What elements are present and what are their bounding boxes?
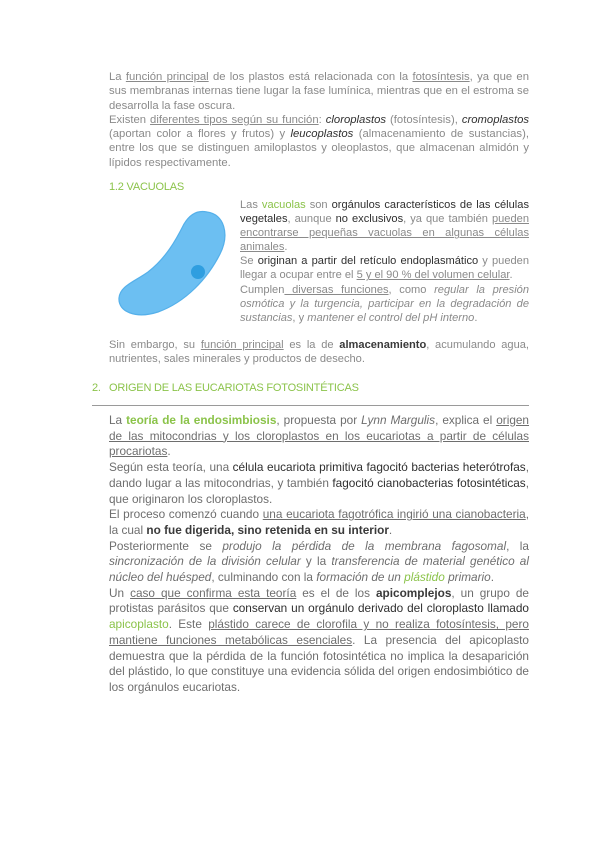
section-heading-vacuolas: 1.2 VACUOLAS (109, 181, 185, 193)
origen-paragraph-2: Según esta teoría, una célula eucariota primitiva fagocitó bacterias heterótrofas, dando lugar a las mitocondrias, y también fagocitó cianobacterias fotosintéticas, que originaron los cloroplastos. (109, 460, 529, 506)
section-number-2: 2. (92, 382, 101, 394)
origen-text (109, 413, 529, 696)
origen-paragraph-1: La teoría de la endosimbiosis, propuesta por Lynn Margulis, explica el origen de las mitocondrias y los cloroplastos en los eucariotas a partir de células procariotas. (109, 413, 529, 459)
vacuolas-paragraph-4: Sin embargo, su función principal es la de almacenamiento, acumulando agua, nutrientes, sales minerales y productos de desecho. (109, 339, 529, 366)
link-fotosintesis: fotosíntesis (412, 71, 470, 83)
link-tipos: diferentes tipos según su función (150, 113, 319, 126)
vacuolas-paragraph-1: Las vacuolas son orgánulos característicos de las células vegetales, aunque no exclusivos, ya que también pueden encontrarse pequeñas vacuolas en algunas células animales. (240, 199, 529, 254)
vacuolas-paragraph-2: Se originan a partir del retículo endoplasmático y pueden llegar a ocupar entre el 5 y el 90 % del volumen celular. (240, 255, 529, 282)
vacuole-shape (119, 212, 225, 315)
section-heading-origen: ORIGEN DE LAS EUCARIOTAS FOTOSINTÉTICAS (109, 382, 359, 394)
origen-paragraph-3: El proceso comenzó cuando una eucariota fagotrófica ingirió una cianobacteria, la cual no fue digerida, sino retenida en su interior. (109, 507, 530, 537)
origen-paragraph-5: Un caso que confirma esta teoría es el de los apicomplejos, un grupo de protistas parásitos que conservan un orgánulo derivado del cloroplasto llamado apicoplasto. Este plástido carece de clorofila y no realiza fotosíntesis, pero mantiene funciones metabólicas esenciales. La presencia del apicoplasto demuestra que la pérdida de la función fotosintética no implica la desaparición del plástido, lo que constituye una evidencia sólida del origen endosimbiótico de los orgánulos eucariotas. (109, 585, 529, 694)
link-funcion-principal: función principal (125, 71, 209, 83)
vacuole-icon (112, 206, 230, 318)
vacuolas-paragraph-3: Cumplen diversas funciones, como regular la presión osmótica y la turgencia, participar en la degradación de sustancias, y mantener el control del pH interno. (240, 283, 530, 324)
intro-paragraph-1: La función principal de los plastos está relacionada con la fotosíntesis, ya que en sus membranas internas tiene lugar la fase lumínica, mientras que en el estroma se desarrolla la fase oscura. (109, 71, 529, 112)
vacuole-nucleus (191, 265, 205, 279)
intro-text (109, 70, 529, 170)
intro-paragraph-2: Existen diferentes tipos según su función: cloroplastos (fotosíntesis), cromoplastos (aportan color a flores y frutos) y leucoplastos (almacenamiento de sustancias), entre los que se distinguen amiloplastos y oleoplastos, que almacenan almidón y lípidos respectivamente. (109, 113, 530, 169)
section-divider (92, 405, 529, 406)
vacuolas-text (240, 198, 529, 325)
origen-paragraph-4: Posteriormente se produjo la pérdida de la membrana fagosomal, la sincronización de la división celular y la transferencia de material genético al núcleo del huésped, culminando con la formación de un plástido primario. (109, 538, 529, 585)
